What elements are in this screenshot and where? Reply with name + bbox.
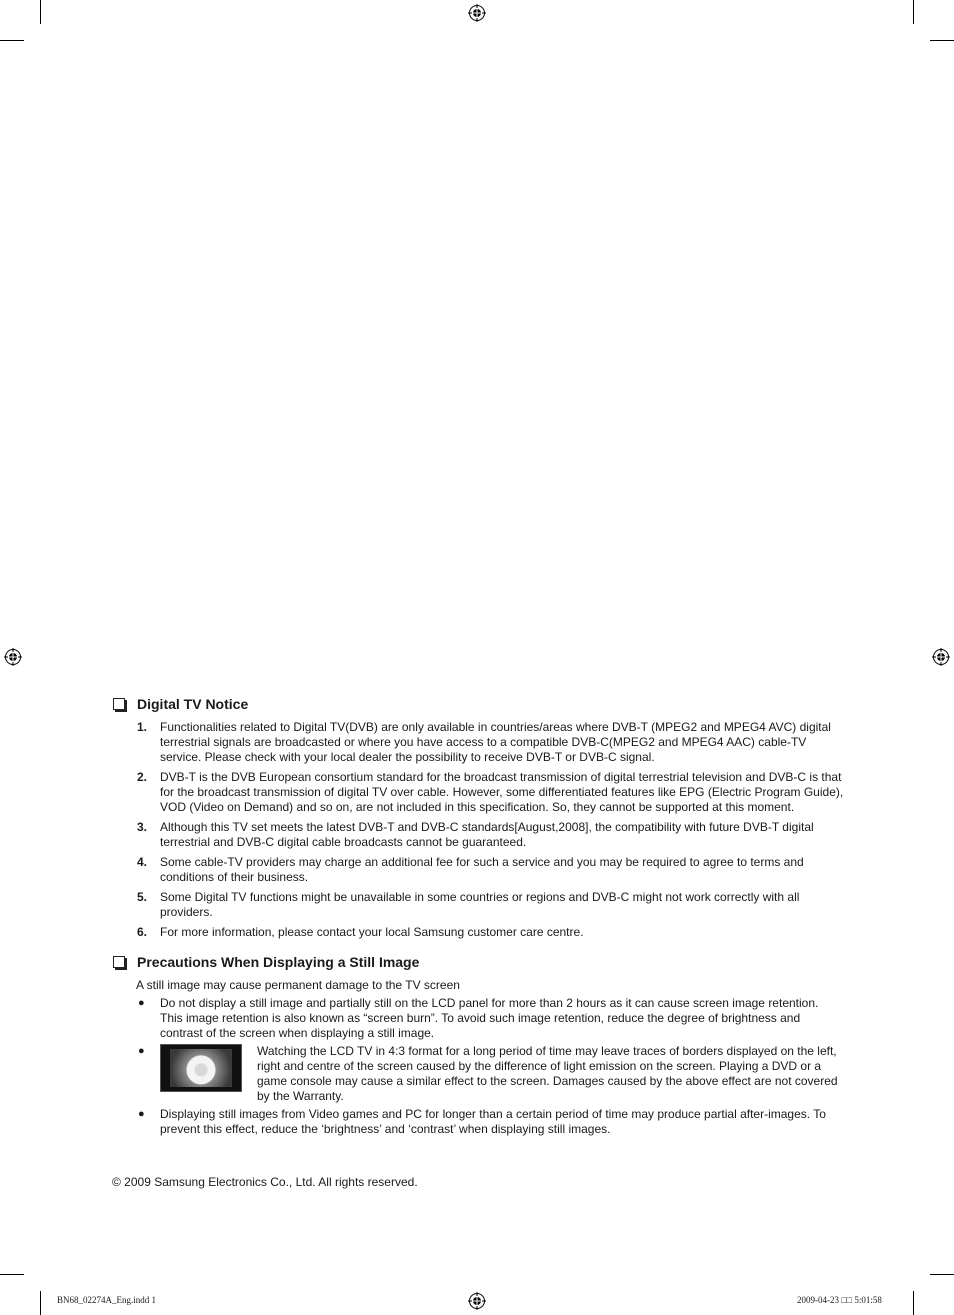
item-text: DVB-T is the DVB European consortium standard for the broadcast transmission of digital terrestrial television and DVB-C is that for the broadcast transmission of digital TV over cable. However, some differentiated features like EPG (Electric Program Guide), VOD (Video on Demand) and so on, are not included in this specification. So, they cannot be supported at this moment. (160, 770, 844, 814)
bullet-icon: ● (138, 1108, 145, 1120)
crop-mark (0, 1274, 24, 1275)
item-number: 1. (137, 720, 148, 734)
checkbox-square-icon (113, 698, 125, 710)
copyright-notice: © 2009 Samsung Electronics Co., Ltd. All rights reserved. (112, 1175, 418, 1189)
section-title: Digital TV Notice (137, 696, 249, 712)
section-intro: A still image may cause permanent damage to the TV screen (136, 978, 460, 992)
list-item (112, 996, 844, 1041)
item-text: For more information, please contact your local Samsung customer care centre. (160, 925, 584, 939)
list-item (112, 770, 844, 815)
registration-mark-icon (932, 648, 950, 666)
item-text: Although this TV set meets the latest DVB-T and DVB-C standards[August,2008], the compatibility with future DVB-T digital terrestrial and DVB-C digital cable broadcasts cannot be guaranteed. (160, 820, 814, 849)
crop-mark (913, 1291, 914, 1315)
item-text: Displaying still images from Video games and PC for longer than a certain period of time may produce partial after-images. To prevent this effect, reduce the ‘brightness’ and ‘contrast’ when displaying still images. (160, 1107, 826, 1136)
registration-mark-icon (468, 1292, 486, 1310)
section-heading-digital-tv-notice (112, 694, 844, 714)
list-item (112, 1107, 844, 1137)
numbered-list (112, 720, 844, 940)
crop-mark (40, 0, 41, 24)
item-number: 5. (137, 890, 148, 904)
crop-mark (913, 0, 914, 24)
crop-mark (930, 40, 954, 41)
crop-mark (930, 1274, 954, 1275)
section-heading-still-image (112, 952, 844, 972)
footer-file-name: BN68_02274A_Eng.indd 1 (57, 1295, 156, 1305)
item-text: Watching the LCD TV in 4:3 format for a long period of time may leave traces of borders displayed on the left, right and centre of the screen caused by the difference of light emission on the screen. Playing a DVD or a game console may cause a similar effect to the screen. Damages caused by the above effect are not covered by the Warranty. (257, 1044, 838, 1103)
list-item (112, 855, 844, 885)
item-number: 4. (137, 855, 148, 869)
item-text: Some cable-TV providers may charge an additional fee for such a service and you may be required to agree to terms and conditions of their business. (160, 855, 804, 884)
list-item (112, 925, 844, 940)
item-number: 2. (137, 770, 148, 784)
item-text: Do not display a still image and partially still on the LCD panel for more than 2 hours as it can cause screen image retention. This image retention is also known as “screen burn”. To avoid such image retention, reduce the degree of brightness and contrast of the screen when displaying a still image. (160, 996, 819, 1040)
registration-mark-icon (4, 648, 22, 666)
item-text: Some Digital TV functions might be unavailable in some countries or regions and DVB-C might not work correctly with all providers. (160, 890, 800, 919)
registration-mark-icon (468, 4, 486, 22)
tv-still-image-thumbnail (160, 1044, 242, 1092)
bullet-icon: ● (138, 1045, 145, 1057)
list-item (112, 720, 844, 765)
section-title: Precautions When Displaying a Still Image (137, 954, 420, 970)
bullet-list (112, 996, 844, 1137)
item-number: 3. (137, 820, 148, 834)
item-number: 6. (137, 925, 148, 939)
crop-mark (0, 40, 24, 41)
bullet-icon: ● (138, 997, 145, 1009)
crop-mark (40, 1291, 41, 1315)
page-content (112, 694, 844, 1140)
list-item (112, 1044, 844, 1104)
checkbox-square-icon (113, 956, 125, 968)
footer-timestamp: 2009-04-23 □□ 5:01:58 (797, 1295, 882, 1305)
list-item (112, 820, 844, 850)
list-item (112, 890, 844, 920)
item-text: Functionalities related to Digital TV(DVB) are only available in countries/areas where DVB-T (MPEG2 and MPEG4 AVC) digital terrestrial signals are broadcasted or where you have access to a compatible DVB-C(MPEG2 and MPEG4 AAC) cable-TV service. Please check with your local dealer the possibility to receive DVB-T or DVB-C signal. (160, 720, 831, 764)
